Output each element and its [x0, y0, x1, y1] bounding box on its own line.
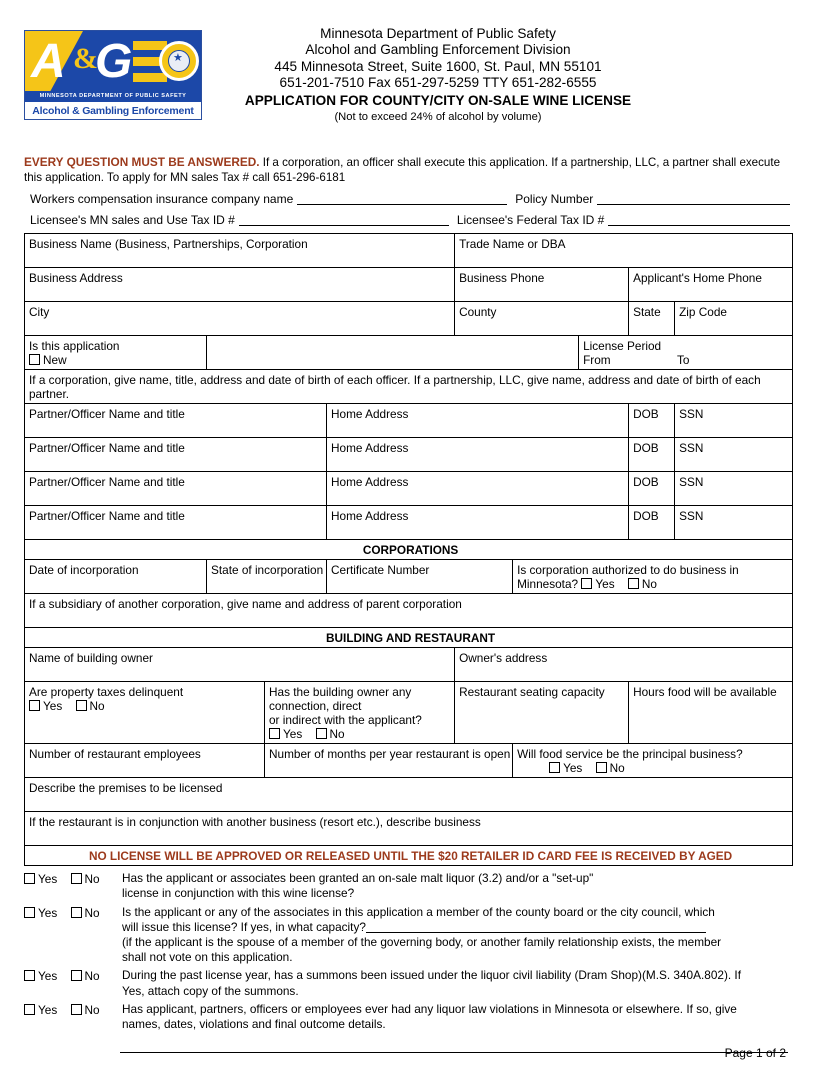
- cell-business-name[interactable]: Business Name (Business, Partnerships, Corporation: [25, 234, 455, 268]
- cell-seating-capacity[interactable]: Restaurant seating capacity: [455, 682, 629, 744]
- q2-line1: Is the applicant or any of the associates in this application a member of the county board or the city council, which: [122, 904, 715, 919]
- new-label: New: [43, 353, 67, 368]
- cell-officer-name-2[interactable]: Partner/Officer Name and title: [25, 438, 327, 472]
- row-subsidiary: [25, 594, 793, 628]
- checkbox-principal-no[interactable]: [596, 762, 607, 773]
- cell-officer-name-4[interactable]: Partner/Officer Name and title: [25, 506, 327, 540]
- row-business-name: [25, 234, 793, 268]
- row-describe-premises: [25, 778, 793, 812]
- new-checkbox-group[interactable]: [29, 353, 206, 367]
- logo-letter-g: G: [95, 35, 133, 88]
- cell-home-phone[interactable]: Applicant's Home Phone: [629, 268, 793, 302]
- row-business-address: [25, 268, 793, 302]
- q4-yes-label: Yes: [38, 1002, 58, 1017]
- cell-state[interactable]: State: [629, 302, 675, 336]
- retailer-id-fee-notice: NO LICENSE WILL BE APPROVED OR RELEASED UNTIL THE $20 RETAILER ID CARD FEE IS RECEIVED BY AGED: [25, 846, 793, 866]
- cell-business-address[interactable]: Business Address: [25, 268, 455, 302]
- taxes-delinquent-label: Are property taxes delinquent: [29, 685, 184, 700]
- aged-logo: [24, 30, 202, 120]
- q2-capacity-input[interactable]: [366, 922, 706, 933]
- row-building-owner: [25, 648, 793, 682]
- q3-yes-label: Yes: [38, 969, 58, 984]
- q2-line3: (if the applicant is the spouse of a member of the governing body, or another family relationship exists, the member: [122, 935, 722, 949]
- logo-division-label: Alcohol & Gambling Enforcement: [32, 104, 194, 117]
- cell-is-this-application: [25, 336, 207, 370]
- checkbox-q2-yes[interactable]: [24, 907, 35, 918]
- checkbox-q3-yes[interactable]: [24, 970, 35, 981]
- q2-yes-label: Yes: [38, 905, 58, 920]
- license-period-range: [583, 353, 792, 367]
- row-employees-months: [25, 744, 793, 778]
- is-this-application-label: Is this application: [29, 339, 120, 354]
- cell-taxes-delinquent: [25, 682, 265, 744]
- q1-no-label: No: [84, 872, 100, 887]
- checkbox-q4-yes[interactable]: [24, 1004, 35, 1015]
- cell-officer-address-3[interactable]: Home Address: [327, 472, 629, 506]
- cell-principal-business: [513, 744, 793, 778]
- question-4-text: [122, 1002, 792, 1032]
- checkbox-q2-no[interactable]: [71, 907, 82, 918]
- authorized-yes-label: Yes: [595, 577, 615, 592]
- tax-id-row: [24, 206, 792, 227]
- authorized-no-label: No: [641, 577, 657, 592]
- federal-tax-id-input[interactable]: [608, 212, 790, 226]
- q2-line2-row: [122, 920, 792, 935]
- application-form-table: [24, 233, 793, 866]
- answer-write-in-line[interactable]: [120, 1052, 788, 1053]
- logo-ampersand-icon: &: [73, 42, 98, 75]
- question-4-checkboxes: [24, 1002, 122, 1018]
- logo-department-line: MINNESOTA DEPARTMENT OF PUBLIC SAFETY: [25, 91, 201, 101]
- logo-letter-a: A: [31, 35, 64, 88]
- q1-line1: Has the applicant or associates been granted an on-sale malt liquor (3.2) and/or a "set-up": [122, 871, 594, 886]
- q1-yes-group[interactable]: [24, 872, 57, 887]
- seal-star-icon: ★: [173, 52, 183, 64]
- cell-hours-food[interactable]: Hours food will be available: [629, 682, 793, 744]
- question-2-text: [122, 905, 792, 966]
- checkbox-principal-yes[interactable]: [549, 762, 560, 773]
- cell-describe-premises[interactable]: Describe the premises to be licensed: [25, 778, 793, 812]
- question-1-text: [122, 871, 792, 901]
- owner-connection-line1: Has the building owner any connection, direct: [269, 685, 412, 714]
- cell-conjunction-business[interactable]: If the restaurant is in conjunction with another business (resort etc.), describe business: [25, 812, 793, 846]
- cell-building-owner-address[interactable]: Owner's address: [455, 648, 793, 682]
- page-footer: Page 1 of 2: [724, 1046, 786, 1060]
- q3-line2: Yes, attach copy of the summons.: [122, 983, 299, 998]
- page-title: APPLICATION FOR COUNTY/CITY ON-SALE WINE LICENSE: [244, 92, 632, 108]
- table-row: [25, 404, 793, 438]
- q1-line2: license in conjunction with this wine license?: [122, 886, 355, 901]
- cell-zip[interactable]: Zip Code: [675, 302, 793, 336]
- q3-line1: During the past license year, has a summons been issued under the liquor civil liability (Dram Shop)(M.S. 340A.802). If: [122, 968, 741, 983]
- connection-yes-label: Yes: [283, 727, 303, 742]
- q3-no-label: No: [84, 969, 100, 984]
- checkbox-q1-yes[interactable]: [24, 873, 35, 884]
- connection-yes-group[interactable]: [269, 727, 302, 741]
- intro-emphasis: EVERY QUESTION MUST BE ANSWERED.: [24, 155, 260, 169]
- checkbox-authorized-yes[interactable]: [581, 578, 592, 589]
- row-red-notice: [25, 846, 793, 866]
- connection-no-label: No: [329, 727, 345, 742]
- cell-officer-name-1[interactable]: Partner/Officer Name and title: [25, 404, 327, 438]
- intro-paragraph: [24, 155, 792, 185]
- principal-no-label: No: [609, 761, 625, 776]
- owner-connection-answer-row: [269, 713, 454, 741]
- cell-months-open[interactable]: Number of months per year restaurant is open: [265, 744, 513, 778]
- q4-line1: Has applicant, partners, officers or employees ever had any liquor law violations in Minnesota or elsewhere. If so, give: [122, 1001, 737, 1016]
- mn-tax-id-label: Licensee's MN sales and Use Tax ID #: [30, 213, 235, 228]
- row-taxes-connection: [25, 682, 793, 744]
- question-3-checkboxes: [24, 968, 122, 984]
- cell-officer-address-4[interactable]: Home Address: [327, 506, 629, 540]
- cell-date-of-incorporation[interactable]: Date of incorporation: [25, 560, 207, 594]
- cell-authorized-business: [513, 560, 793, 594]
- officer-instruction-note: If a corporation, give name, title, address and date of birth of each officer. If a partnership, LLC, give name, address and date of birth of each partner.: [25, 370, 793, 404]
- federal-tax-id-label: Licensee's Federal Tax ID #: [456, 213, 605, 228]
- agency-phone: 651-201-7510 Fax 651-297-5259 TTY 651-282-6555: [279, 75, 597, 91]
- q2-yes-group[interactable]: [24, 906, 57, 921]
- checkbox-connection-yes[interactable]: [269, 728, 280, 739]
- question-item-2: [24, 905, 792, 966]
- owner-connection-line2: or indirect with the applicant?: [269, 713, 422, 728]
- taxes-yes-label: Yes: [43, 699, 63, 714]
- checkbox-q1-no[interactable]: [71, 873, 82, 884]
- minnesota-seal-icon: [159, 41, 199, 81]
- question-item-3: [24, 968, 792, 998]
- division-name: Alcohol and Gambling Enforcement Division: [305, 42, 571, 58]
- building-section-header: BUILDING AND RESTAURANT: [25, 628, 793, 648]
- question-2-checkboxes: [24, 905, 122, 921]
- table-row: [25, 472, 793, 506]
- workers-comp-input[interactable]: [297, 191, 507, 205]
- corporations-section-header: CORPORATIONS: [25, 540, 793, 560]
- q2-line2: will issue this license? If yes, in what capacity?: [122, 919, 366, 934]
- yes-no-questions: [24, 871, 792, 1032]
- question-item-4: [24, 1002, 792, 1032]
- page-subtitle: (Not to exceed 24% of alcohol by volume): [334, 110, 542, 123]
- workers-comp-label: Workers compensation insurance company name: [30, 192, 294, 207]
- q4-line2: names, dates, violations and final outcome details.: [122, 1017, 386, 1032]
- cell-officer-ssn-1[interactable]: SSN: [675, 404, 793, 438]
- checkbox-connection-no[interactable]: [316, 728, 327, 739]
- form-page: [0, 26, 816, 1082]
- q4-no-label: No: [84, 1002, 100, 1017]
- workers-comp-row: [24, 185, 792, 206]
- principal-no-group[interactable]: [596, 761, 625, 775]
- cell-business-phone[interactable]: Business Phone: [455, 268, 629, 302]
- principal-yes-group[interactable]: [549, 761, 582, 775]
- row-incorporation: [25, 560, 793, 594]
- policy-number-label: Policy Number: [515, 192, 594, 207]
- principal-yes-label: Yes: [563, 761, 583, 776]
- row-building-band: [25, 628, 793, 648]
- row-city-county: [25, 302, 793, 336]
- q4-no-group[interactable]: [71, 1003, 100, 1018]
- taxes-yes-group[interactable]: [29, 699, 62, 713]
- taxes-answer-row: [29, 699, 264, 713]
- q2-no-group[interactable]: [71, 906, 100, 921]
- cell-officer-ssn-2[interactable]: SSN: [675, 438, 793, 472]
- document-header: [24, 26, 792, 144]
- checkbox-authorized-no[interactable]: [628, 578, 639, 589]
- principal-answer-row: [517, 761, 792, 775]
- policy-number-input[interactable]: [597, 191, 790, 205]
- q4-yes-group[interactable]: [24, 1003, 57, 1018]
- checkbox-new[interactable]: [29, 354, 40, 365]
- intro-body: If a corporation, an officer shall execute this application. If a partnership, LLC, a partner shall execute this application. To apply for MN sales Tax # call 651-296-6181: [24, 156, 781, 184]
- q1-no-group[interactable]: [71, 872, 100, 887]
- cell-officer-dob-4[interactable]: DOB: [629, 506, 675, 540]
- cell-trade-name[interactable]: Trade Name or DBA: [455, 234, 793, 268]
- cell-license-period: [579, 336, 793, 370]
- checkbox-q3-no[interactable]: [71, 970, 82, 981]
- cell-officer-ssn-3[interactable]: SSN: [675, 472, 793, 506]
- authorized-question-line2: Minnesota?: [517, 577, 579, 592]
- agency-name: Minnesota Department of Public Safety: [320, 26, 556, 41]
- cell-application-blank[interactable]: [207, 336, 579, 370]
- q2-line4: shall not vote on this application.: [122, 950, 293, 965]
- cell-county[interactable]: County: [455, 302, 629, 336]
- q2-no-label: No: [84, 905, 100, 920]
- cell-officer-ssn-4[interactable]: SSN: [675, 506, 793, 540]
- question-1-checkboxes: [24, 871, 122, 887]
- row-application-type: [25, 336, 793, 370]
- connection-no-group[interactable]: [316, 727, 345, 741]
- taxes-no-group[interactable]: [76, 699, 105, 713]
- q3-no-group[interactable]: [71, 969, 100, 984]
- cell-subsidiary[interactable]: If a subsidiary of another corporation, give name and address of parent corporation: [25, 594, 793, 628]
- q3-yes-group[interactable]: [24, 969, 57, 984]
- authorized-answer-row: [517, 577, 792, 591]
- table-row: [25, 506, 793, 540]
- question-item-1: [24, 871, 792, 901]
- cell-city[interactable]: City: [25, 302, 455, 336]
- authorized-yes-group[interactable]: [581, 577, 614, 591]
- logo-division-band: [25, 101, 201, 119]
- cell-num-employees[interactable]: Number of restaurant employees: [25, 744, 265, 778]
- license-period-label: License Period: [583, 339, 662, 354]
- cell-officer-name-3[interactable]: Partner/Officer Name and title: [25, 472, 327, 506]
- row-conjunction-business: [25, 812, 793, 846]
- checkbox-taxes-no[interactable]: [76, 700, 87, 711]
- license-from-label: From: [583, 353, 611, 368]
- cell-officer-address-1[interactable]: Home Address: [327, 404, 629, 438]
- principal-business-label: Will food service be the principal business?: [517, 747, 743, 762]
- row-officer-note: [25, 370, 793, 404]
- row-corporations-band: [25, 540, 793, 560]
- table-row: [25, 438, 793, 472]
- taxes-no-label: No: [89, 699, 105, 714]
- cell-officer-dob-3[interactable]: DOB: [629, 472, 675, 506]
- cell-officer-address-2[interactable]: Home Address: [327, 438, 629, 472]
- cell-state-of-incorporation[interactable]: State of incorporation: [207, 560, 327, 594]
- checkbox-q4-no[interactable]: [71, 1004, 82, 1015]
- cell-building-owner-name[interactable]: Name of building owner: [25, 648, 455, 682]
- cell-officer-dob-1[interactable]: DOB: [629, 404, 675, 438]
- cell-owner-connection: [265, 682, 455, 744]
- question-3-text: [122, 968, 792, 998]
- cell-officer-dob-2[interactable]: DOB: [629, 438, 675, 472]
- authorized-no-group[interactable]: [628, 577, 657, 591]
- agency-address: 445 Minnesota Street, Suite 1600, St. Paul, MN 55101: [274, 58, 602, 74]
- authorized-question-line1: Is corporation authorized to do business in: [517, 563, 739, 578]
- license-to-label: To: [676, 353, 690, 368]
- mn-tax-id-input[interactable]: [239, 212, 449, 226]
- cell-certificate-number[interactable]: Certificate Number: [327, 560, 513, 594]
- q1-yes-label: Yes: [38, 872, 58, 887]
- checkbox-taxes-yes[interactable]: [29, 700, 40, 711]
- logo-graphic: [25, 31, 201, 93]
